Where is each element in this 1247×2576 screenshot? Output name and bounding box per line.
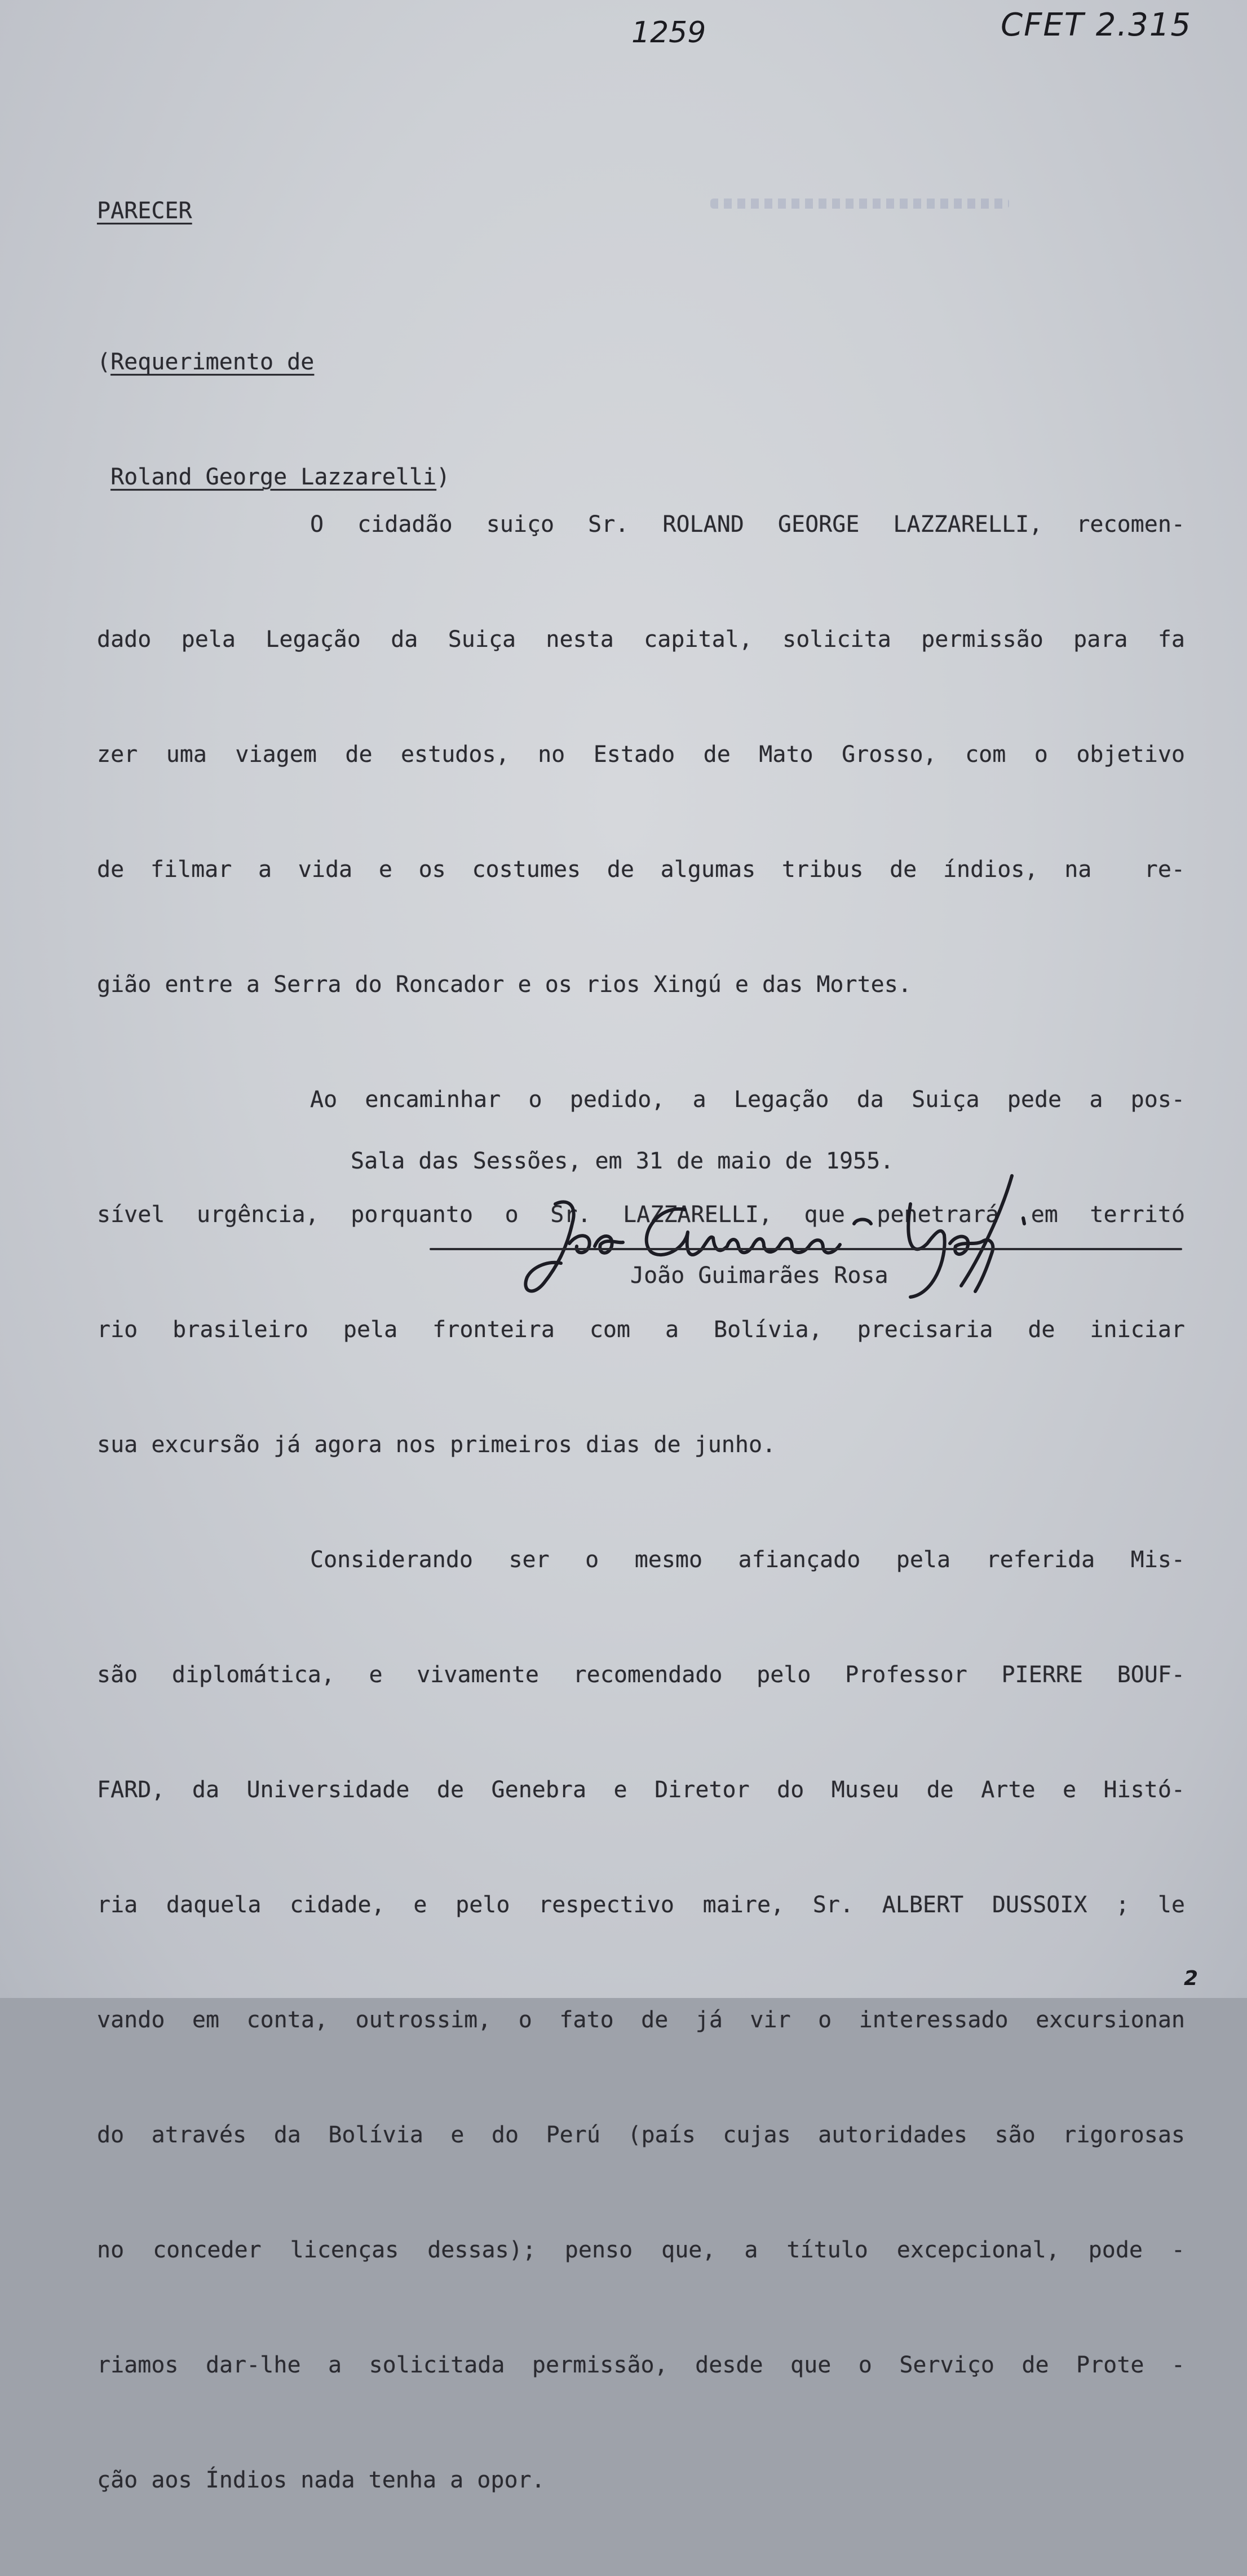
date-place-line: Sala das Sessões, em 31 de maio de 1955.: [351, 1148, 894, 1174]
body-line: rio brasileiro pela fronteira com a Bolívia, precisaria de iniciar: [97, 1317, 1185, 1343]
archive-number: 1259: [631, 16, 706, 50]
request-line-2: Roland George Lazzarelli): [110, 464, 450, 490]
body-line: Considerando ser o mesmo afiançado pela referida Mis-: [310, 1547, 1185, 1573]
body-line: FARD, da Universidade de Genebra e Diretor do Museu de Arte e Histó-: [97, 1777, 1185, 1803]
request-line-1: (Requerimento de: [97, 349, 315, 375]
body-line: gião entre a Serra do Roncador e os rios Xingú e das Mortes.: [97, 972, 912, 998]
faint-stamp-mark: [710, 199, 1009, 209]
body-line: no conceder licenças dessas); penso que, a título excepcional, pode -: [97, 2237, 1185, 2263]
page-number: 2: [1184, 1967, 1199, 1990]
signature-line: [430, 1248, 1182, 1250]
body-line: de filmar a vida e os costumes de algumas tribus de índios, na re-: [97, 857, 1185, 883]
body-line: ria daquela cidade, e pelo respectivo maire, Sr. ALBERT DUSSOIX ; le: [97, 1892, 1185, 1918]
body-line: Ao encaminhar o pedido, a Legação da Suiça pede a pos-: [310, 1087, 1185, 1113]
body-line: dado pela Legação da Suiça nesta capital, solicita permissão para fa: [97, 627, 1185, 652]
document-title: PARECER: [97, 198, 192, 224]
body-line: são diplomática, e vivamente recomendado pelo Professor PIERRE BOUF-: [97, 1662, 1185, 1688]
signer-name: João Guimarães Rosa: [630, 1263, 888, 1289]
body-line: zer uma viagem de estudos, no Estado de Mato Grosso, com o objetivo: [97, 742, 1185, 767]
body-line: sua excursão já agora nos primeiros dias de junho.: [97, 1432, 776, 1458]
body-line: vando em conta, outrossim, o fato de já vir o interessado excursionan: [97, 2007, 1185, 2033]
opinion-body: [97, 429, 1185, 2576]
body-line: sível urgência, porquanto o Sr. LAZZARELLI, que penetrará em territó: [97, 1202, 1185, 1228]
body-line: do através da Bolívia e do Perú (país cujas autoridades são rigorosas: [97, 2122, 1185, 2148]
body-line: riamos dar-lhe a solicitada permissão, desde que o Serviço de Prote -: [97, 2352, 1185, 2378]
body-line: ção aos Índios nada tenha a opor.: [97, 2467, 545, 2493]
body-line: O cidadão suiço Sr. ROLAND GEORGE LAZZARELLI, recomen-: [310, 511, 1185, 537]
catalog-reference: CFET 2.315: [1001, 7, 1192, 43]
